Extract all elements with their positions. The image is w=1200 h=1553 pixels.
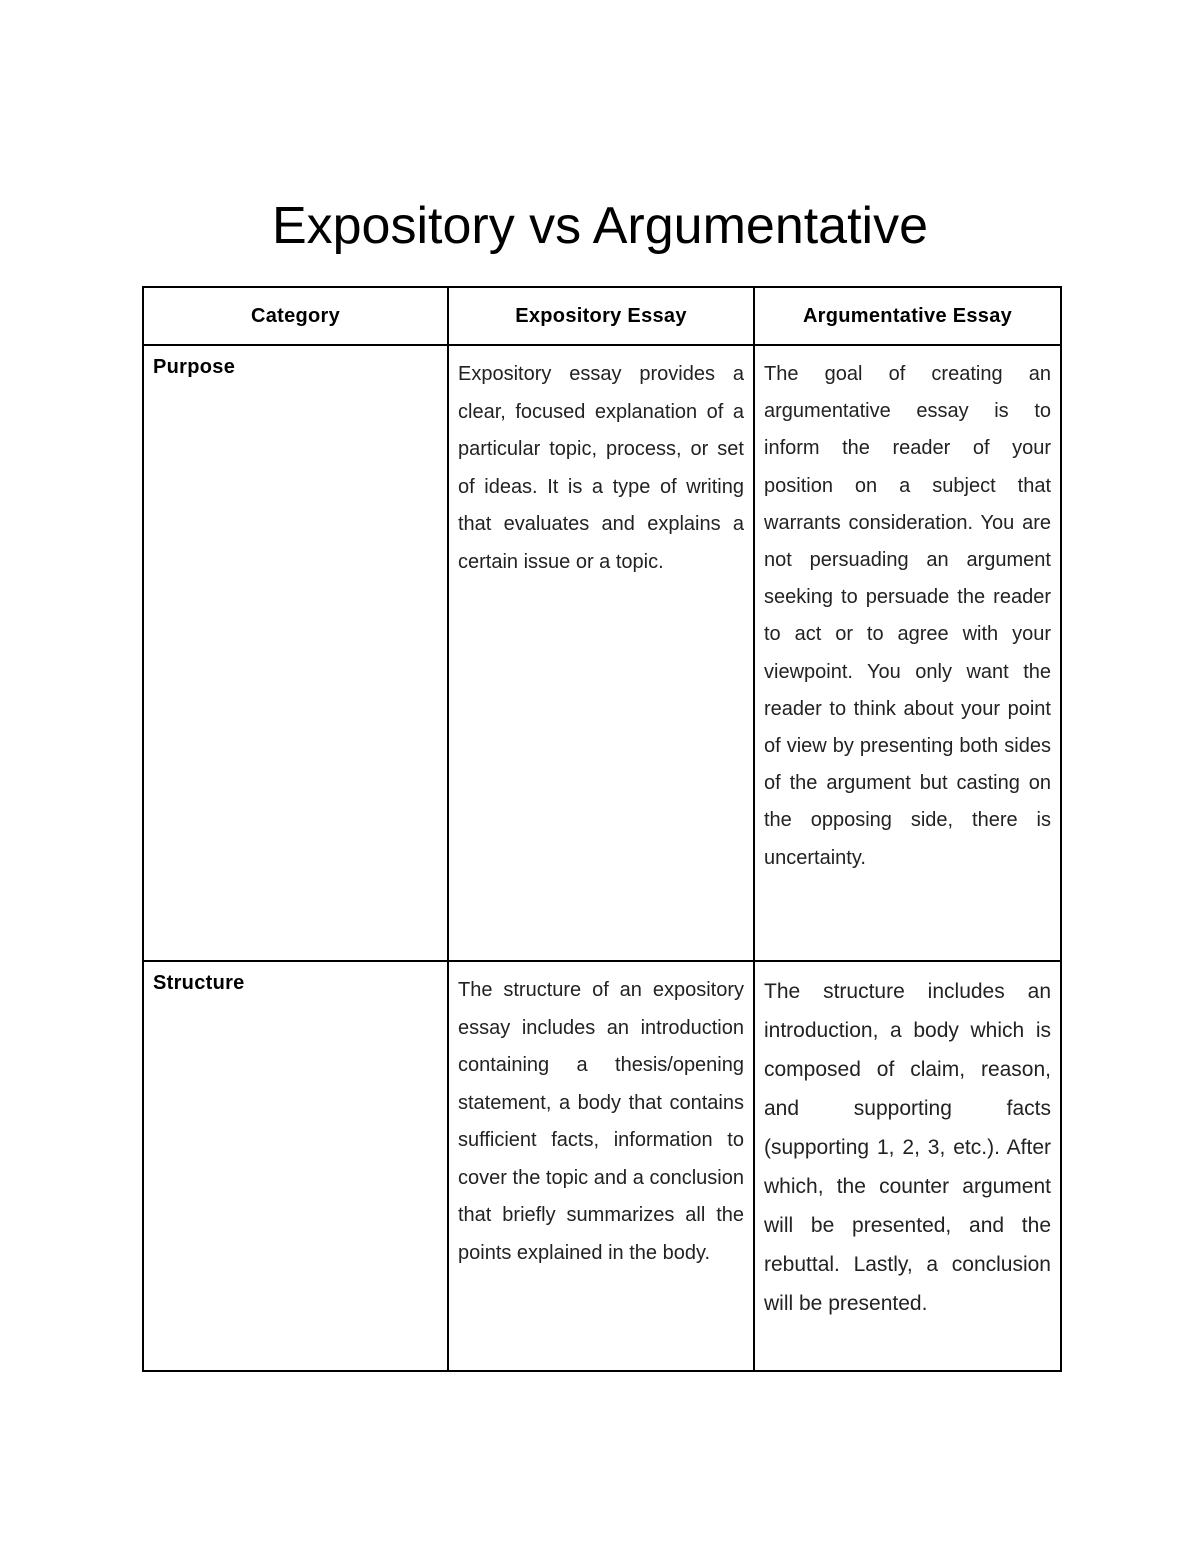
table-row <box>143 345 1061 961</box>
argumentative-structure-cell: The structure includes an introduction, a body which is composed of claim, reason, and supporting facts (supporting 1, 2, 3, etc.). After which, the counter argument will be presented, and the rebuttal. Lastly, a conclusion will be presented. <box>754 961 1061 1371</box>
category-cell-structure: Structure <box>143 961 448 1371</box>
expository-purpose-cell: Expository essay provides a clear, focused explanation of a particular topic, process, or set of ideas. It is a type of writing that evaluates and explains a certain issue or a topic. <box>448 345 754 961</box>
header-expository-essay: Expository Essay <box>448 287 754 345</box>
argumentative-purpose-cell: The goal of creating an argumentative essay is to inform the reader of your position on a subject that warrants consideration. You are not persuading an argument seeking to persuade the reader to act or to agree with your viewpoint. You only want the reader to think about your point of view by presenting both sides of the argument but casting on the opposing side, there is uncertainty. <box>754 345 1061 961</box>
table-row <box>143 961 1061 1371</box>
page-title: Expository vs Argumentative <box>271 197 929 255</box>
header-category: Category <box>143 287 448 345</box>
category-cell-purpose: Purpose <box>143 345 448 961</box>
table-header-row <box>143 287 1061 345</box>
header-argumentative-essay: Argumentative Essay <box>754 287 1061 345</box>
expository-structure-cell: The structure of an expository essay includes an introduction containing a thesis/opening statement, a body that contains sufficient facts, information to cover the topic and a conclusion that briefly summarizes all the points explained in the body. <box>448 961 754 1371</box>
comparison-table <box>142 286 1062 1372</box>
